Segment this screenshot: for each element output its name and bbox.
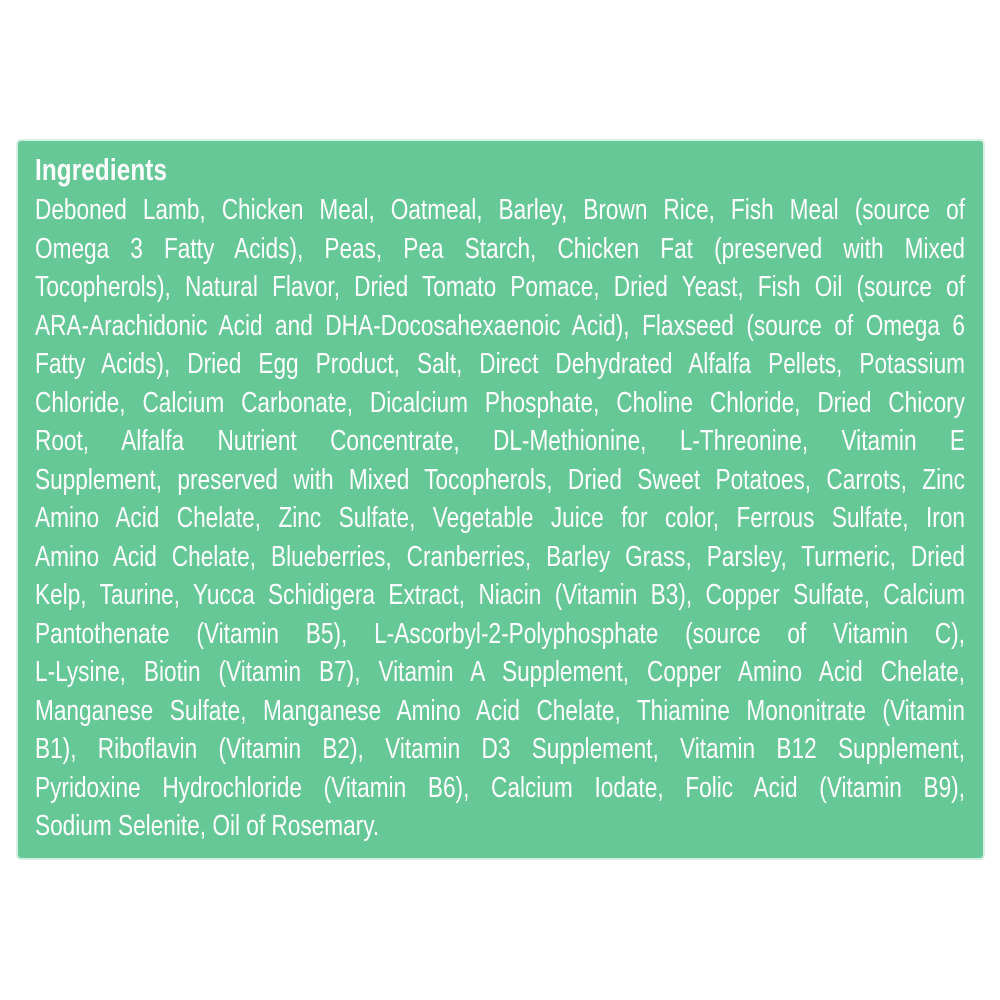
ingredients-line: Supplement, preserved with Mixed Tocopherols, Dried Sweet Potatoes, Carrots, Zinc [35,463,965,496]
ingredients-line: Tocopherols), Natural Flavor, Dried Tomato Pomace, Dried Yeast, Fish Oil (source of [35,271,965,303]
ingredients-line: Deboned Lamb, Chicken Meal, Oatmeal, Barley, Brown Rice, Fish Meal (source of [35,194,965,226]
ingredients-line: ARA-Arachidonic Acid and DHA-Docosahexaenoic Acid), Flaxseed (source of Omega 6 [35,309,965,342]
ingredients-line: Manganese Sulfate, Manganese Amino Acid Chelate, Thiamine Mononitrate (Vitamin [35,694,965,727]
ingredients-line: Kelp, Taurine, Yucca Schidigera Extract, Niacin (Vitamin B3), Copper Sulfate, Calcium [35,579,965,611]
ingredients-text [35,191,965,846]
ingredients-line: Root, Alfalfa Nutrient Concentrate, DL-Methionine, L-Threonine, Vitamin E [35,425,965,457]
ingredients-line: Omega 3 Fatty Acids), Peas, Pea Starch, Chicken Fat (preserved with Mixed [35,232,965,265]
ingredients-line: Amino Acid Chelate, Zinc Sulfate, Vegetable Juice for color, Ferrous Sulfate, Iron [35,502,965,534]
ingredients-line: Chloride, Calcium Carbonate, Dicalcium Phosphate, Choline Chloride, Dried Chicory [35,386,965,419]
ingredients-line: L-Lysine, Biotin (Vitamin B7), Vitamin A Supplement, Copper Amino Acid Chelate, [35,656,965,688]
ingredients-line: Pantothenate (Vitamin B5), L-Ascorbyl-2-Polyphosphate (source of Vitamin C), [35,617,965,650]
ingredients-line: B1), Riboflavin (Vitamin B2), Vitamin D3 Supplement, Vitamin B12 Supplement, [35,733,965,765]
ingredients-title: Ingredients [35,152,168,187]
ingredients-content [35,149,965,846]
ingredients-line: Pyridoxine Hydrochloride (Vitamin B6), Calcium Iodate, Folic Acid (Vitamin B9), [35,771,965,804]
ingredients-panel [18,141,983,858]
ingredients-line: Sodium Selenite, Oil of Rosemary. [35,810,380,842]
ingredients-line: Fatty Acids), Dried Egg Product, Salt, Direct Dehydrated Alfalfa Pellets, Potassium [35,348,965,380]
ingredients-line: Amino Acid Chelate, Blueberries, Cranberries, Barley Grass, Parsley, Turmeric, Dried [35,540,965,573]
